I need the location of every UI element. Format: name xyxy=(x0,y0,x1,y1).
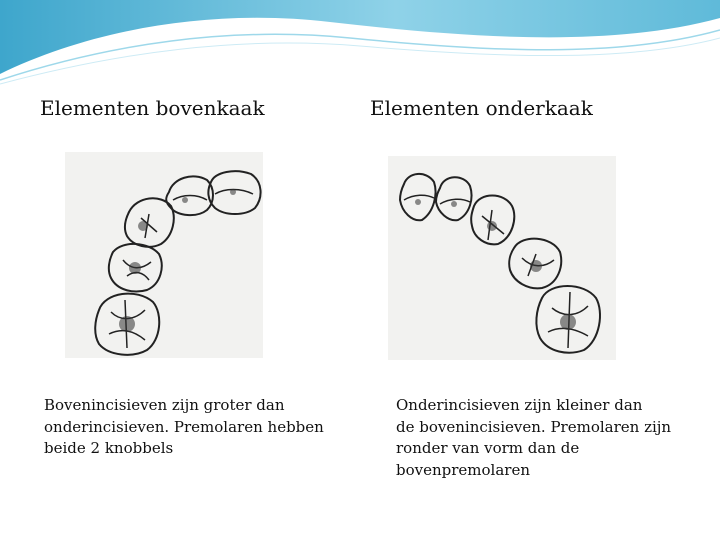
caption-line: ronder van vorm dan de xyxy=(396,439,580,457)
title-bovenkaak: Elementen bovenkaak xyxy=(40,96,265,120)
caption-bovenkaak xyxy=(44,395,344,460)
header-wave-decoration xyxy=(0,0,720,90)
caption-line: Onderincisieven zijn kleiner dan xyxy=(396,396,643,414)
upper-jaw-teeth-image xyxy=(65,152,263,358)
caption-line: Bovenincisieven zijn groter dan xyxy=(44,396,285,414)
caption-line: onderincisieven. Premolaren hebben xyxy=(44,417,324,436)
caption-line: de bovenincisieven. Premolaren zijn xyxy=(396,417,672,436)
caption-onderkaak xyxy=(396,395,696,481)
lower-jaw-teeth-image xyxy=(388,156,616,360)
caption-line: beide 2 knobbels xyxy=(44,439,174,457)
caption-line: bovenpremolaren xyxy=(396,460,530,479)
title-onderkaak: Elementen onderkaak xyxy=(370,96,593,120)
